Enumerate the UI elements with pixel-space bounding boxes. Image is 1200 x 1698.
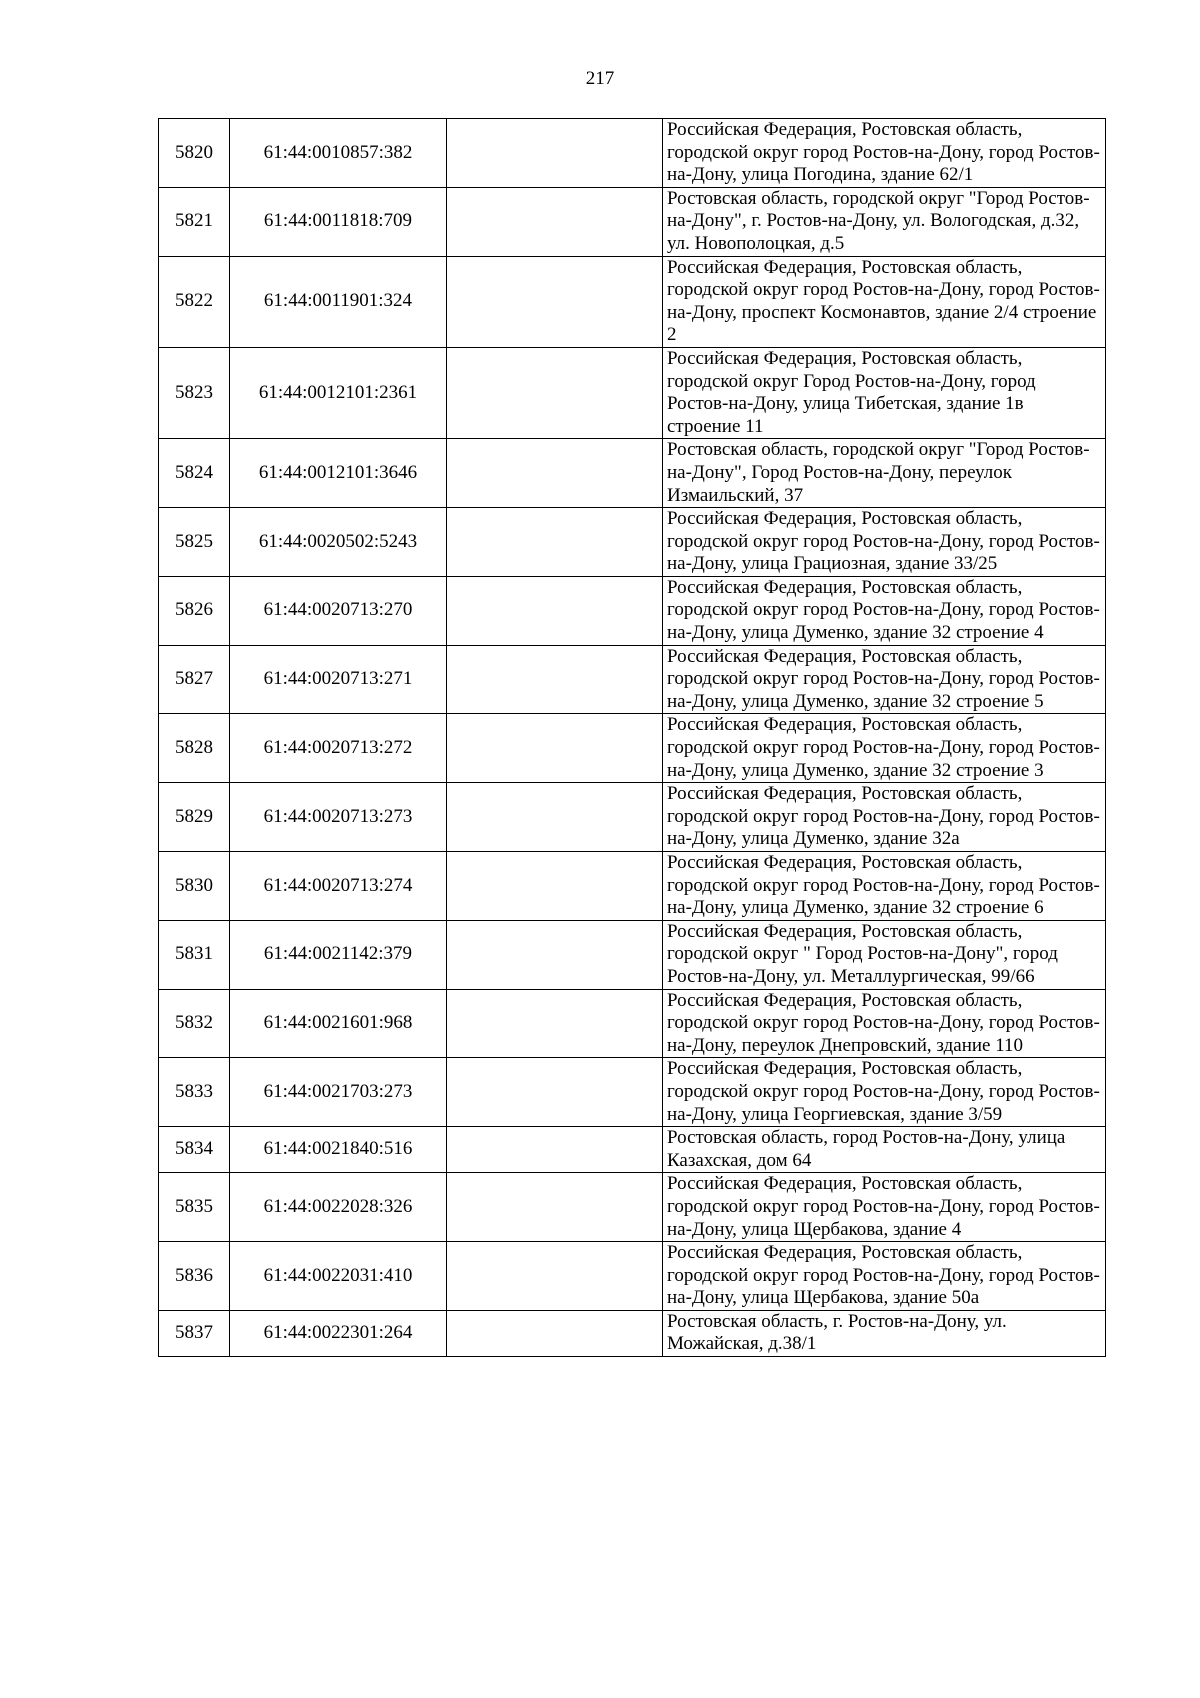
cadastral-number: 61:44:0020502:5243 (230, 508, 447, 577)
table-row (159, 1127, 1106, 1173)
table-row (159, 187, 1106, 256)
table-row (159, 508, 1106, 577)
table-row (159, 439, 1106, 508)
cadastral-number: 61:44:0011901:324 (230, 256, 447, 347)
empty-cell (447, 920, 663, 989)
address-cell: Ростовская область, городской округ "Город Ростов-на-Дону", Город Ростов-на-Дону, переулок Измаильский, 37 (663, 439, 1106, 508)
empty-cell (447, 1173, 663, 1242)
empty-cell (447, 852, 663, 921)
table-row (159, 256, 1106, 347)
address-cell: Российская Федерация, Ростовская область, городской округ город Ростов-на-Дону, город Ростов-на-Дону, улица Думенко, здание 32 строение 5 (663, 645, 1106, 714)
cadastral-number: 61:44:0021601:968 (230, 989, 447, 1058)
row-number: 5822 (159, 256, 230, 347)
address-cell: Российская Федерация, Ростовская область, городской округ город Ростов-на-Дону, город Ростов-на-Дону, улица Думенко, здание 32 строение 6 (663, 852, 1106, 921)
empty-cell (447, 508, 663, 577)
address-cell: Российская Федерация, Ростовская область, городской округ город Ростов-на-Дону, город Ростов-на-Дону, улица Думенко, здание 32 строение 4 (663, 576, 1106, 645)
empty-cell (447, 347, 663, 438)
cadastral-number: 61:44:0022301:264 (230, 1310, 447, 1356)
empty-cell (447, 256, 663, 347)
table-row (159, 1173, 1106, 1242)
address-cell: Российская Федерация, Ростовская область, городской округ город Ростов-на-Дону, город Ростов-на-Дону, улица Щербакова, здание 50а (663, 1242, 1106, 1311)
cadastral-number: 61:44:0020713:270 (230, 576, 447, 645)
empty-cell (447, 439, 663, 508)
row-number: 5821 (159, 187, 230, 256)
empty-cell (447, 714, 663, 783)
row-number: 5829 (159, 783, 230, 852)
row-number: 5835 (159, 1173, 230, 1242)
table-row (159, 783, 1106, 852)
cadastral-number: 61:44:0020713:274 (230, 852, 447, 921)
cadastral-number: 61:44:0022031:410 (230, 1242, 447, 1311)
row-number: 5827 (159, 645, 230, 714)
empty-cell (447, 645, 663, 714)
address-cell: Российская Федерация, Ростовская область, городской округ " Город Ростов-на-Дону", город Ростов-на-Дону, ул. Металлургическая, 99/66 (663, 920, 1106, 989)
table-row (159, 119, 1106, 188)
cadastral-number: 61:44:0022028:326 (230, 1173, 447, 1242)
address-cell: Ростовская область, город Ростов-на-Дону, улица Казахская, дом 64 (663, 1127, 1106, 1173)
row-number: 5834 (159, 1127, 230, 1173)
cadastral-number: 61:44:0020713:273 (230, 783, 447, 852)
table-row (159, 920, 1106, 989)
row-number: 5836 (159, 1242, 230, 1311)
row-number: 5820 (159, 119, 230, 188)
empty-cell (447, 1310, 663, 1356)
address-cell: Ростовская область, городской округ "Город Ростов-на-Дону", г. Ростов-на-Дону, ул. Вологодская, д.32, ул. Новополоцкая, д.5 (663, 187, 1106, 256)
table-row (159, 852, 1106, 921)
empty-cell (447, 783, 663, 852)
cadastral-number: 61:44:0010857:382 (230, 119, 447, 188)
table-row (159, 1242, 1106, 1311)
empty-cell (447, 119, 663, 188)
table-row (159, 989, 1106, 1058)
address-cell: Российская Федерация, Ростовская область, городской округ город Ростов-на-Дону, город Ростов-на-Дону, улица Георгиевская, здание 3/59 (663, 1058, 1106, 1127)
row-number: 5826 (159, 576, 230, 645)
address-cell: Российская Федерация, Ростовская область, городской округ Город Ростов-на-Дону, город Ростов-на-Дону, улица Тибетская, здание 1в строение 11 (663, 347, 1106, 438)
cadastral-number: 61:44:0021840:516 (230, 1127, 447, 1173)
table-row (159, 576, 1106, 645)
row-number: 5825 (159, 508, 230, 577)
address-cell: Российская Федерация, Ростовская область, городской округ город Ростов-на-Дону, город Ростов-на-Дону, улица Щербакова, здание 4 (663, 1173, 1106, 1242)
row-number: 5833 (159, 1058, 230, 1127)
address-cell: Российская Федерация, Ростовская область, городской округ город Ростов-на-Дону, город Ростов-на-Дону, проспект Космонавтов, здание 2/4 строение 2 (663, 256, 1106, 347)
empty-cell (447, 576, 663, 645)
address-cell: Российская Федерация, Ростовская область, городской округ город Ростов-на-Дону, город Ростов-на-Дону, улица Думенко, здание 32а (663, 783, 1106, 852)
empty-cell (447, 1058, 663, 1127)
row-number: 5831 (159, 920, 230, 989)
row-number: 5832 (159, 989, 230, 1058)
cadastral-number: 61:44:0020713:271 (230, 645, 447, 714)
address-cell: Российская Федерация, Ростовская область, городской округ город Ростов-на-Дону, город Ростов-на-Дону, улица Грациозная, здание 33/25 (663, 508, 1106, 577)
row-number: 5824 (159, 439, 230, 508)
address-cell: Российская Федерация, Ростовская область, городской округ город Ростов-на-Дону, город Ростов-на-Дону, улица Думенко, здание 32 строение 3 (663, 714, 1106, 783)
table-row (159, 347, 1106, 438)
cadastral-number: 61:44:0021142:379 (230, 920, 447, 989)
cadastral-number: 61:44:0011818:709 (230, 187, 447, 256)
row-number: 5830 (159, 852, 230, 921)
row-number: 5828 (159, 714, 230, 783)
empty-cell (447, 989, 663, 1058)
empty-cell (447, 187, 663, 256)
cadastral-number: 61:44:0012101:3646 (230, 439, 447, 508)
table-row (159, 1058, 1106, 1127)
table-row (159, 1310, 1106, 1356)
row-number: 5837 (159, 1310, 230, 1356)
cadastral-number: 61:44:0012101:2361 (230, 347, 447, 438)
table-row (159, 714, 1106, 783)
row-number: 5823 (159, 347, 230, 438)
registry-table (158, 118, 1106, 1357)
cadastral-number: 61:44:0020713:272 (230, 714, 447, 783)
empty-cell (447, 1242, 663, 1311)
address-cell: Ростовская область, г. Ростов-на-Дону, ул. Можайская, д.38/1 (663, 1310, 1106, 1356)
page-number: 217 (585, 68, 615, 89)
address-cell: Российская Федерация, Ростовская область, городской округ город Ростов-на-Дону, город Ростов-на-Дону, переулок Днепровский, здание 110 (663, 989, 1106, 1058)
address-cell: Российская Федерация, Ростовская область, городской округ город Ростов-на-Дону, город Ростов-на-Дону, улица Погодина, здание 62/1 (663, 119, 1106, 188)
cadastral-number: 61:44:0021703:273 (230, 1058, 447, 1127)
registry-table-body (159, 119, 1106, 1357)
empty-cell (447, 1127, 663, 1173)
table-row (159, 645, 1106, 714)
